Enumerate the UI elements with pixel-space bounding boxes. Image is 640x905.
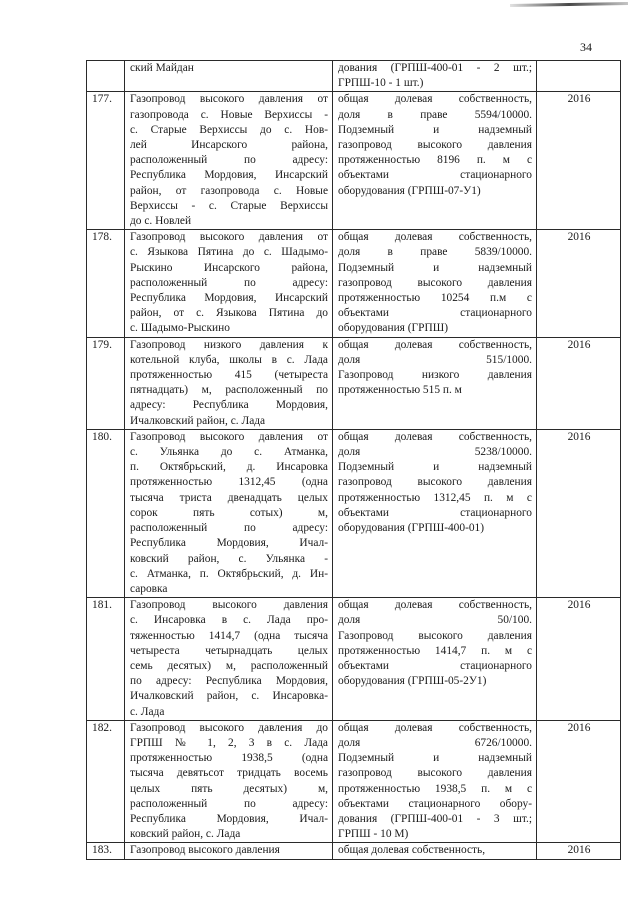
desc-line: Газопровод высокого давления до	[130, 721, 328, 734]
right-line: доля 50/100.	[338, 614, 532, 627]
desc-line: тяженностью 1414,7 (одна тысяча	[130, 629, 328, 642]
desc-line: тысяча девятьсот тридцать восемь	[130, 767, 328, 780]
desc-line: расположенный по адресу:	[130, 276, 328, 289]
table-row	[87, 337, 621, 429]
right-line: протяженностью 515 п. м	[338, 384, 462, 397]
desc-line: Газопровод высокого давления от	[130, 430, 328, 443]
right-line: объектами стационарного	[338, 307, 532, 320]
desc-line: целых пять десятых) м,	[130, 782, 328, 795]
desc-line: семь десятых) м, расположенный	[130, 659, 328, 672]
desc-line: саровка	[130, 582, 168, 595]
desc-line: тысяча триста двенадцать целых	[130, 491, 328, 504]
row-number: 183.	[87, 843, 125, 859]
year-cell: 2016	[537, 598, 621, 721]
right-line: общая долевая собственность,	[338, 844, 486, 857]
desc-line: ГРПШ № 1, 2, 3 в с. Лада	[130, 736, 328, 749]
right-line: доля в праве 5839/10000.	[338, 246, 532, 259]
right-line: Подземный и надземный	[338, 461, 532, 474]
right-line: объектами стационарного	[338, 659, 532, 672]
right-line: протяженностью 8196 п. м с	[338, 154, 532, 167]
desc-line: п. Октябрьский, д. Инсаровка	[130, 461, 328, 474]
right-line: оборудования (ГРПШ)	[338, 322, 448, 335]
ownership-details	[333, 720, 537, 843]
page-number: 34	[580, 40, 592, 54]
desc-line: сорок пять сотых) м,	[130, 506, 328, 519]
year-cell: 2016	[537, 337, 621, 429]
year-cell: 2016	[537, 230, 621, 337]
object-description	[125, 337, 333, 429]
right-line: протяженностью 1312,45 п. м с	[338, 491, 532, 504]
right-line: оборудования (ГРПШ-05-2У1)	[338, 675, 487, 688]
table-row	[87, 429, 621, 597]
ownership-details	[333, 92, 537, 230]
desc-line: с. Старые Верхиссы до с. Нов-	[130, 123, 328, 136]
right-line: объектами стационарного обору-	[338, 797, 532, 810]
ownership-details	[333, 843, 537, 859]
ownership-details	[333, 429, 537, 597]
row-number: 179.	[87, 337, 125, 429]
row-number: 180.	[87, 429, 125, 597]
table-row	[87, 92, 621, 230]
right-line: общая долевая собственность,	[338, 599, 532, 612]
object-description	[125, 429, 333, 597]
row-number: 181.	[87, 598, 125, 721]
desc-line: Газопровод высокого давления от	[130, 93, 328, 106]
right-line: доля 6726/10000.	[338, 736, 532, 749]
year-cell: 2016	[537, 720, 621, 843]
desc-line: по адресу: Республика Мордовия,	[130, 675, 328, 688]
desc-line: расположенный по адресу:	[130, 522, 328, 535]
table-row	[87, 230, 621, 337]
right-line: дования (ГРПШ-400-01 - 2 шт.;	[338, 62, 532, 74]
year-cell: 2016	[537, 843, 621, 859]
desc-line: Верхиссы - с. Старые Верхиссы	[130, 199, 328, 212]
desc-line: Республика Мордовия, Ичал-	[130, 537, 328, 550]
right-line: Подземный и надземный	[338, 123, 532, 136]
right-line: общая долевая собственность,	[338, 231, 532, 244]
object-description	[125, 61, 333, 92]
right-line: протяженностью 1414,7 п. м с	[338, 644, 532, 657]
year-cell	[537, 61, 621, 92]
row-number: 177.	[87, 92, 125, 230]
desc-line: Газопровод высокого давления от	[130, 231, 328, 244]
object-description	[125, 843, 333, 859]
row-number: 182.	[87, 720, 125, 843]
right-line: газопровод высокого давления	[338, 476, 532, 489]
desc-line: Ичалковский район, с. Инсаровка-	[130, 690, 328, 703]
desc-line: с. Лада	[130, 705, 165, 718]
desc-line: с. Шадымо-Рыскино	[130, 322, 230, 335]
table-row	[87, 598, 621, 721]
table-row	[87, 61, 621, 92]
object-description	[125, 598, 333, 721]
right-line: газопровод высокого давления	[338, 767, 532, 780]
desc-line: ковский район, с. Лада	[130, 828, 241, 841]
desc-line: газопровода с. Новые Верхиссы -	[130, 108, 328, 121]
property-table-body	[87, 61, 621, 860]
desc-line: расположенный по адресу:	[130, 797, 328, 810]
right-line: объектами стационарного	[338, 506, 532, 519]
ownership-details	[333, 230, 537, 337]
desc-line: Газопровод высокого давления	[130, 844, 280, 857]
right-line: дования (ГРПШ-400-01 - 3 шт.;	[338, 812, 532, 825]
scan-artifact	[510, 2, 628, 7]
ownership-details	[333, 61, 537, 92]
year-cell: 2016	[537, 92, 621, 230]
desc-line: Газопровод низкого давления к	[130, 338, 328, 351]
right-line: оборудования (ГРПШ-400-01)	[338, 522, 485, 535]
right-line: ГРПШ-10 - 1 шт.)	[338, 77, 424, 90]
right-line: общая долевая собственность,	[338, 430, 532, 443]
right-line: общая долевая собственность,	[338, 93, 532, 106]
ownership-details	[333, 337, 537, 429]
right-line: Газопровод высокого давления	[338, 629, 532, 642]
object-description	[125, 720, 333, 843]
desc-line: Рыскино Инсарского района,	[130, 261, 328, 274]
desc-line: адресу: Республика Мордовия,	[130, 399, 328, 412]
row-number	[87, 61, 125, 92]
desc-line: лей Инсарского района,	[130, 139, 328, 152]
right-line: доля в праве 5594/10000.	[338, 108, 532, 121]
desc-line: ский Майдан	[130, 62, 194, 74]
row-number: 178.	[87, 230, 125, 337]
desc-line: котельной клуба, школы в с. Лада	[130, 353, 328, 366]
desc-line: район, от газопровода с. Новые	[130, 184, 328, 197]
desc-line: до с. Новлей	[130, 215, 192, 228]
year-cell: 2016	[537, 429, 621, 597]
right-line: газопровод высокого давления	[338, 276, 532, 289]
right-line: общая долевая собственность,	[338, 338, 532, 351]
desc-line: с. Инсаровка в с. Лада про-	[130, 614, 328, 627]
desc-line: район, от с. Языкова Пятина до	[130, 307, 328, 320]
table-row	[87, 720, 621, 843]
right-line: ГРПШ - 10 М)	[338, 828, 409, 841]
ownership-details	[333, 598, 537, 721]
right-line: оборудования (ГРПШ-07-У1)	[338, 184, 481, 197]
desc-line: расположенный по адресу:	[130, 154, 328, 167]
desc-line: четыреста четырнадцать целых	[130, 644, 328, 657]
table-row	[87, 843, 621, 859]
desc-line: протяженностью 1312,45 (одна	[130, 476, 328, 489]
object-description	[125, 92, 333, 230]
right-line: Подземный и надземный	[338, 261, 532, 274]
desc-line: Газопровод высокого давления	[130, 599, 328, 612]
desc-line: с. Атманка, п. Октябрьский, д. Ин-	[130, 567, 328, 580]
right-line: протяженностью 1938,5 п. м с	[338, 782, 532, 795]
property-table	[86, 60, 621, 860]
right-line: Газопровод низкого давления	[338, 369, 532, 382]
desc-line: Республика Мордовия, Ичал-	[130, 812, 328, 825]
right-line: газопровод высокого давления	[338, 139, 532, 152]
desc-line: с. Языкова Пятина до с. Шадымо-	[130, 246, 328, 259]
desc-line: Ичалковский район, с. Лада	[130, 414, 266, 427]
right-line: доля 515/1000.	[338, 353, 532, 366]
desc-line: Республика Мордовия, Инсарский	[130, 169, 328, 182]
desc-line: протяженностью 415 (четыреста	[130, 369, 328, 382]
right-line: протяженностью 10254 п.м с	[338, 292, 532, 305]
desc-line: Республика Мордовия, Инсарский	[130, 292, 328, 305]
right-line: объектами стационарного	[338, 169, 532, 182]
desc-line: пятнадцать) м, расположенный по	[130, 384, 328, 397]
desc-line: протяженностью 1938,5 (одна	[130, 752, 328, 765]
desc-line: ковский район, с. Ульянка -	[130, 552, 328, 565]
right-line: общая долевая собственность,	[338, 721, 532, 734]
right-line: Подземный и надземный	[338, 752, 532, 765]
object-description	[125, 230, 333, 337]
desc-line: с. Ульянка до с. Атманка,	[130, 446, 328, 459]
right-line: доля 5238/10000.	[338, 446, 532, 459]
